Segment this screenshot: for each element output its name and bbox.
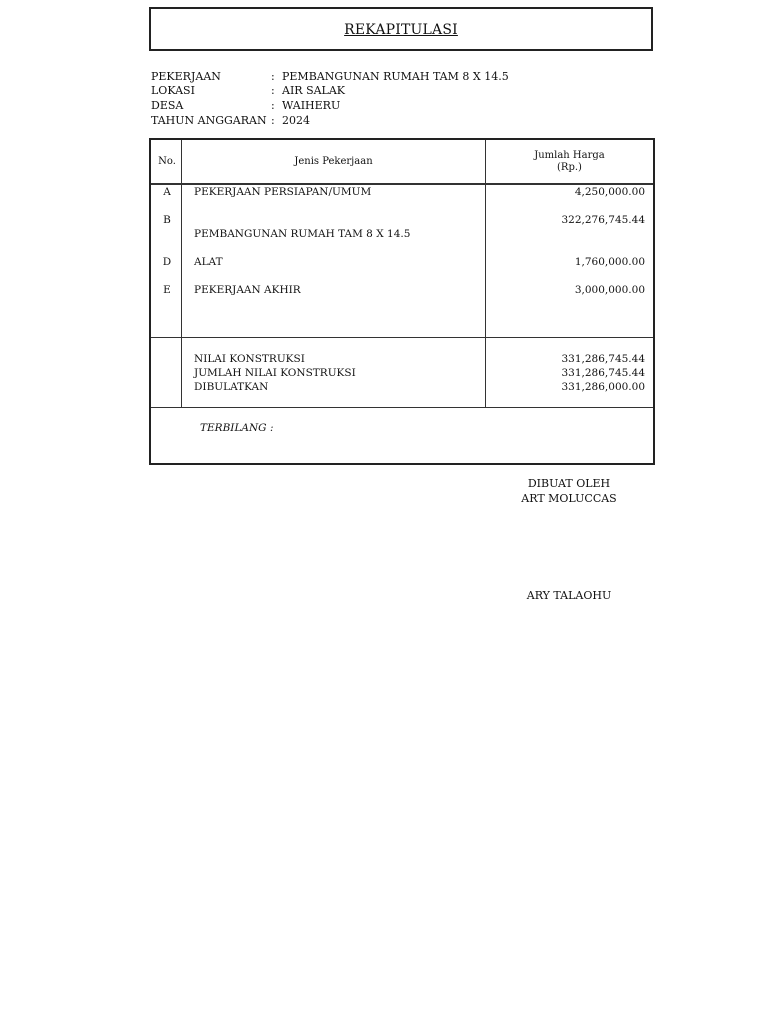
row-no: B — [163, 214, 171, 226]
header-jenis-pekerjaan: Jenis Pekerjaan — [294, 156, 373, 167]
summary-label-jumlah-nilai-konstruksi: JUMLAH NILAI KONSTRUKSI — [194, 367, 356, 379]
info-colon: : — [271, 70, 275, 83]
signature-company: ART MOLUCCAS — [521, 492, 617, 505]
summary-value-nilai-konstruksi: 331,286,745.44 — [561, 353, 645, 365]
column-divider-harga — [485, 140, 486, 407]
info-label: LOKASI — [151, 84, 195, 97]
terbilang-label: TERBILANG — [200, 422, 267, 434]
header-rp: (Rp.) — [557, 162, 582, 173]
row-harga: 322,276,745.44 — [561, 214, 645, 226]
summary-divider — [151, 337, 653, 338]
column-divider-no — [181, 140, 182, 407]
signature-name: ARY TALAOHU — [526, 589, 612, 602]
info-label: TAHUN ANGGARAN — [151, 114, 267, 127]
info-colon: : — [271, 84, 275, 97]
info-colon: : — [271, 99, 275, 112]
info-row-tahun-anggaran — [0, 113, 768, 128]
row-jenis: ALAT — [194, 256, 223, 268]
header-no: No. — [158, 156, 176, 167]
info-value: WAIHERU — [282, 99, 341, 112]
info-value: AIR SALAK — [282, 84, 346, 97]
info-colon: : — [271, 114, 275, 127]
header-divider — [151, 183, 653, 185]
document-title: REKAPITULASI — [344, 22, 458, 38]
title-box — [149, 7, 653, 51]
summary-label-nilai-konstruksi: NILAI KONSTRUKSI — [194, 353, 305, 365]
info-value: 2024 — [282, 114, 310, 127]
info-row-desa — [0, 98, 768, 113]
row-no: A — [163, 186, 171, 198]
info-row-pekerjaan — [0, 69, 768, 84]
info-label: PEKERJAAN — [151, 70, 221, 83]
header-jumlah-harga: Jumlah Harga — [534, 150, 605, 161]
row-jenis: PEKERJAAN AKHIR — [194, 284, 301, 296]
summary-value-dibulatkan: 331,286,000.00 — [561, 381, 645, 393]
row-harga: 3,000,000.00 — [574, 284, 645, 296]
row-jenis: PEMBANGUNAN RUMAH TAM 8 X 14.5 — [194, 228, 411, 240]
info-value: PEMBANGUNAN RUMAH TAM 8 X 14.5 — [282, 70, 509, 83]
row-harga: 1,760,000.00 — [574, 256, 645, 268]
row-harga: 4,250,000.00 — [574, 186, 645, 198]
terbilang-colon: : — [270, 422, 274, 434]
row-jenis: PEKERJAAN PERSIAPAN/UMUM — [194, 186, 372, 198]
info-row-lokasi — [0, 83, 768, 98]
info-label: DESA — [151, 99, 184, 112]
signature-made-by: DIBUAT OLEH — [527, 477, 611, 490]
summary-label-dibulatkan: DIBULATKAN — [194, 381, 269, 393]
row-no: E — [163, 284, 171, 296]
row-no: D — [162, 256, 172, 268]
recap-table — [149, 138, 655, 465]
terbilang-divider — [151, 407, 653, 408]
summary-value-jumlah-nilai-konstruksi: 331,286,745.44 — [561, 367, 645, 379]
